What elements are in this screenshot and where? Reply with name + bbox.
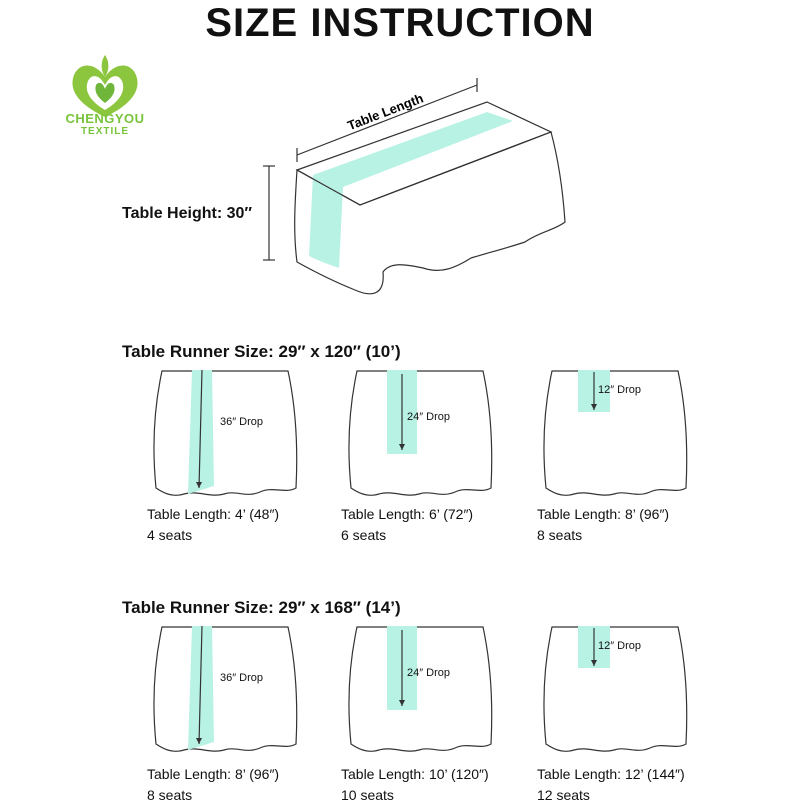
- runner-drop: [309, 175, 343, 268]
- panel-caption-1-2: [341, 504, 473, 546]
- seats-text: 6 seats: [341, 527, 387, 543]
- table-length-text: Table Length: 8’ (96″): [537, 506, 670, 522]
- height-dimension-line: [262, 164, 276, 262]
- panel-caption-1-3: [537, 504, 669, 546]
- drop-label: 24″ Drop: [407, 411, 451, 423]
- seats-text: 8 seats: [537, 527, 583, 543]
- section-title-168: Table Runner Size: 29″ x 168″ (14’): [122, 598, 401, 617]
- table-diagram-panel-2-2: [345, 624, 495, 759]
- drop-label: 12″ Drop: [598, 640, 642, 652]
- table-diagram: [345, 368, 495, 503]
- hero-table-illustration: [255, 72, 595, 322]
- table-diagram: [150, 624, 300, 759]
- table-length-text: Table Length: 8’ (96″): [147, 766, 280, 782]
- table-diagram-panel-2-1: [150, 624, 300, 759]
- table-length-text: Table Length: 6’ (72″): [341, 506, 474, 522]
- panel-caption-1-1: [147, 504, 279, 546]
- table-length-text: Table Length: 12’ (144″): [537, 766, 685, 782]
- seats-text: 4 seats: [147, 527, 193, 543]
- brand-subtitle: TEXTILE: [80, 126, 130, 137]
- drop-label: 12″ Drop: [598, 384, 642, 396]
- table-height-label: Table Height: 30″: [122, 205, 253, 222]
- brand-name: [57, 112, 153, 138]
- table-length-text: Table Length: 10’ (120″): [341, 766, 489, 782]
- seats-text: 12 seats: [537, 787, 590, 803]
- table-diagram-panel-1-2: [345, 368, 495, 503]
- drop-label: 24″ Drop: [407, 667, 451, 679]
- table-diagram-panel-2-3: [540, 624, 690, 759]
- table-length-label: Table Length: [345, 90, 426, 134]
- brand-name-text: CHENGYOU: [65, 111, 145, 126]
- seats-text: 8 seats: [147, 787, 193, 803]
- table-diagram-panel-1-3: [540, 368, 690, 503]
- drop-label: 36″ Drop: [220, 672, 264, 684]
- table-length-text: Table Length: 4’ (48″): [147, 506, 280, 522]
- drop-label: 36″ Drop: [220, 416, 264, 428]
- section-title-120: Table Runner Size: 29″ x 120″ (10’): [122, 342, 401, 361]
- table-diagram: [345, 624, 495, 759]
- table-diagram: [150, 368, 300, 503]
- table-diagram-panel-1-1: [150, 368, 300, 503]
- page-title: SIZE INSTRUCTION: [205, 1, 595, 45]
- seats-text: 10 seats: [341, 787, 394, 803]
